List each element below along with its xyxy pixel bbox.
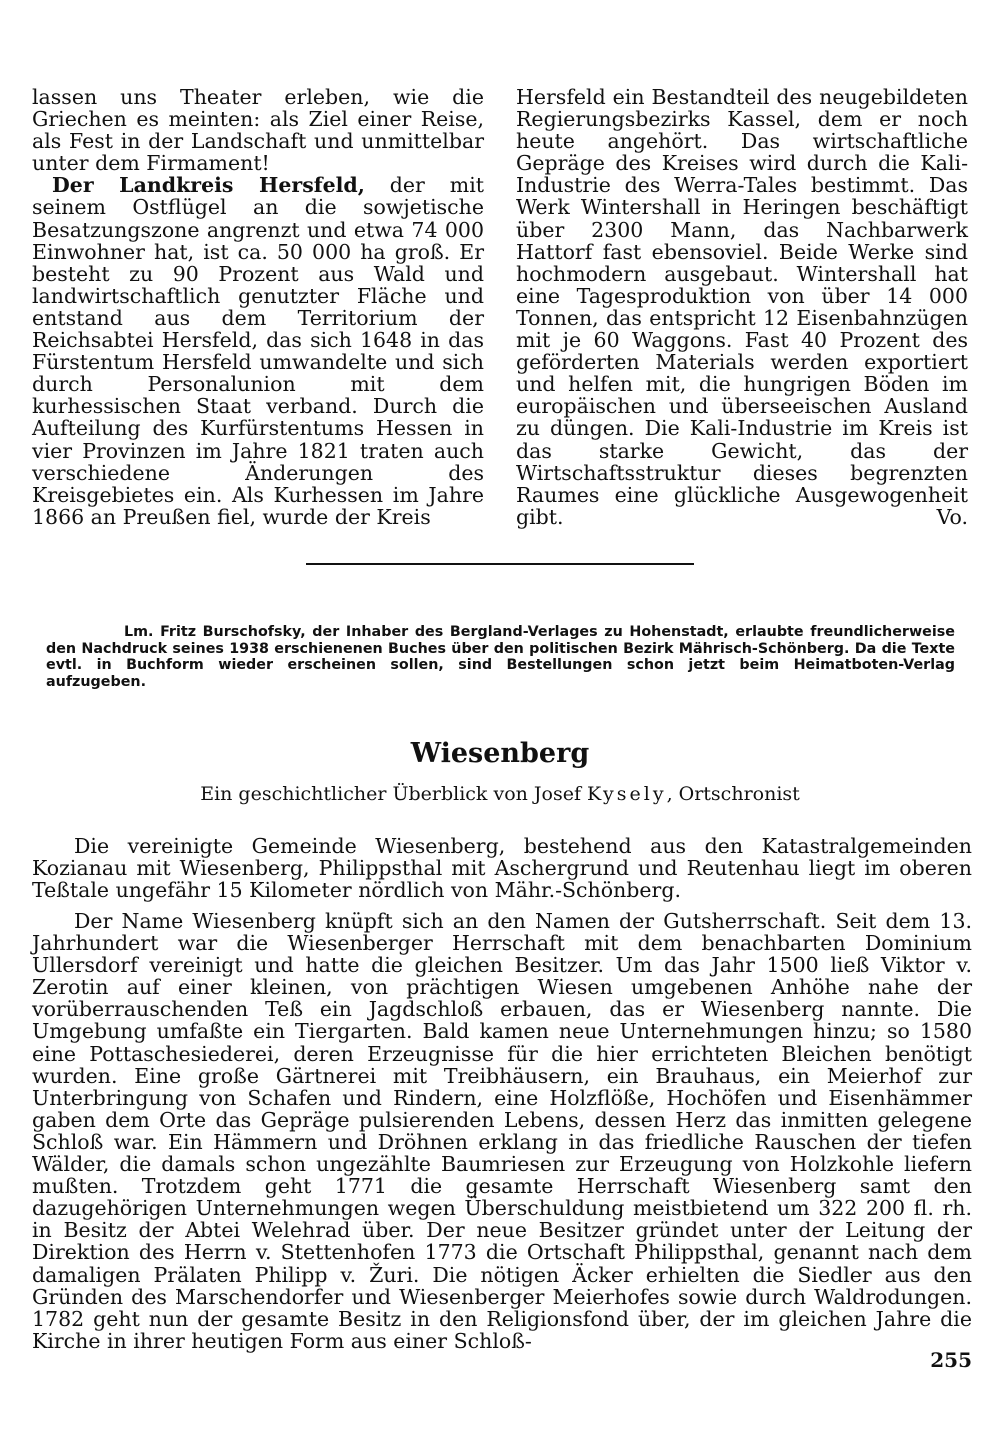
right-column	[516, 86, 968, 528]
article-subtitle	[0, 783, 1000, 805]
page-number: 255	[930, 1348, 972, 1372]
subtitle-prefix: Ein geschichtlicher Überblick von Josef	[200, 783, 588, 805]
left-column	[32, 86, 484, 528]
author-name: Kysely	[587, 783, 667, 805]
article-intro-paragraph: Die vereinigte Gemeinde Wiesenberg, bestehend aus den Katastralgemeinden Kozianau mit Wiesenberg, Philippsthal mit Aschergrund und Reutenhau liegt im oberen Teßtale ungefähr 15 Kilometer nördlich von Mähr.-Schönberg.	[32, 834, 972, 903]
author-signature: Vo.	[936, 504, 968, 529]
section-lead-landkreis-hersfeld: Der Landkreis Hersfeld,	[52, 173, 365, 198]
subtitle-suffix: , Ortschronist	[666, 783, 800, 805]
publisher-note-text: Lm. Fritz Burschofsky, der Inhaber des Bergland-Verlages zu Hohenstadt, erlaubte freundlicherweise den Nachdruck seines 1938 erschienenen Buches über den politischen Bezirk Mährisch-Schönberg. Da die Texte evtl. in Buchform wieder erscheinen sollen, sind Bestellungen schon jetzt beim Heimatboten-Verlag aufzugeben.	[46, 624, 955, 690]
right-paragraph-text: Hersfeld ein Bestandteil des neugebildeten Regierungsbezirks Kassel, dem er noch heute angehört. Das wirtschaftliche Gepräge des Kreises wird durch die Kali-Industrie des Werra-Tales bestimmt. Das Werk Wintershall in Heringen beschäftigt über 2300 Mann, das Nachbarwerk Hattorf fast ebensoviel. Beide Werke sind hochmodern ausgebaut. Wintershall hat eine Tagesproduktion von über 14 000 Tonnen, das entspricht 12 Eisenbahnzügen mit je 60 Waggons. Fast 40 Prozent des geförderten Materials werden exportiert und helfen mit, die hungrigen Böden im europäischen und überseeischen Ausland zu düngen. Die Kali-Industrie im Kreis ist das starke Gewicht, das der Wirtschaftsstruktur dieses begrenzten Raumes eine glückliche Ausgewogenheit gibt.	[516, 85, 968, 529]
section-divider	[306, 563, 694, 565]
article-history-paragraph: Der Name Wiesenberg knüpft sich an den Namen der Gutsherrschaft. Seit dem 13. Jahrhundert war die Wiesenberger Herrschaft mit dem benachbarten Dominium Ullersdorf vereinigt und hatte die gleichen Besitzer. Um das Jahr 1500 ließ Viktor v. Zerotin auf einer kleinen, von prächtigen Wiesen umgebenen Anhöhe nahe der vorüberrauschenden Teß ein Jagdschloß erbauen, das er Wiesenberg nannte. Die Umgebung umfaßte ein Tiergarten. Bald kamen neue Unternehmungen hinzu; so 1580 eine Pottaschesiederei, deren Erzeugnisse für die hier errichteten Bleichen benötigt wurden. Eine große Gärtnerei mit Treibhäusern, ein Brauhaus, ein Meierhof zur Unterbringung von Schafen und Rindern, eine Holzflöße, Hochöfen und Eisenhämmer gaben dem Orte das Gepräge pulsierenden Lebens, dessen Herz das inmitten gelegene Schloß war. Ein Hämmern und Dröhnen erklang in das friedliche Rauschen der tiefen Wälder, die damals schon ungezählte Baumriesen zur Erzeugung von Holzkohle liefern mußten. Trotzdem geht 1771 die gesamte Herrschaft Wiesenberg samt den dazugehörigen Unternehmungen wegen Überschuldung meistbietend um 322 200 fl. rh. in Besitz der Abtei Welehrad über. Der neue Besitzer gründet unter der Leitung der Direktion des Herrn v. Stettenhofen 1773 die Ortschaft Philippsthal, genannt nach dem damaligen Prälaten Philipp v. Žuri. Die nötigen Äcker erhielten die Siedler aus den Gründen des Marschendorfer und Wiesenberger Meierhofes sowie durch Waldrodungen. 1782 geht nun der gesamte Besitz in den Religionsfond über, der im gleichen Jahre die Kirche in ihrer heutigen Form aus einer Schloß-	[32, 909, 972, 1353]
article-title: Wiesenberg	[410, 738, 590, 769]
left-paragraph-2-text: der mit seinem Ostflügel an die sowjetische Besatzungszone angrenzt und etwa 74 000 Einwohner hat, ist ca. 50 000 ha groß. Er besteht zu 90 Prozent aus Wald und landwirtschaftlich genutzter Fläche und entstand aus dem Territorium der Reichsabtei Hersfeld, das sich 1648 in das Fürstentum Hersfeld umwandelte und sich durch Personalunion mit dem kurhessischen Staat verband. Durch die Aufteilung des Kurfürstentums Hessen in vier Provinzen im Jahre 1821 traten auch verschiedene Änderungen des Kreisgebietes ein. Als Kurhessen im Jahre 1866 an Preußen fiel, wurde der Kreis	[32, 173, 484, 529]
left-paragraph-2	[32, 174, 484, 528]
publisher-note	[46, 624, 955, 690]
left-paragraph-1: lassen uns Theater erleben, wie die Griechen es meinten: als Ziel einer Reise, als Fest in der Landschaft und unmittelbar unter dem Firmament!	[32, 85, 484, 176]
right-paragraph	[516, 86, 968, 528]
